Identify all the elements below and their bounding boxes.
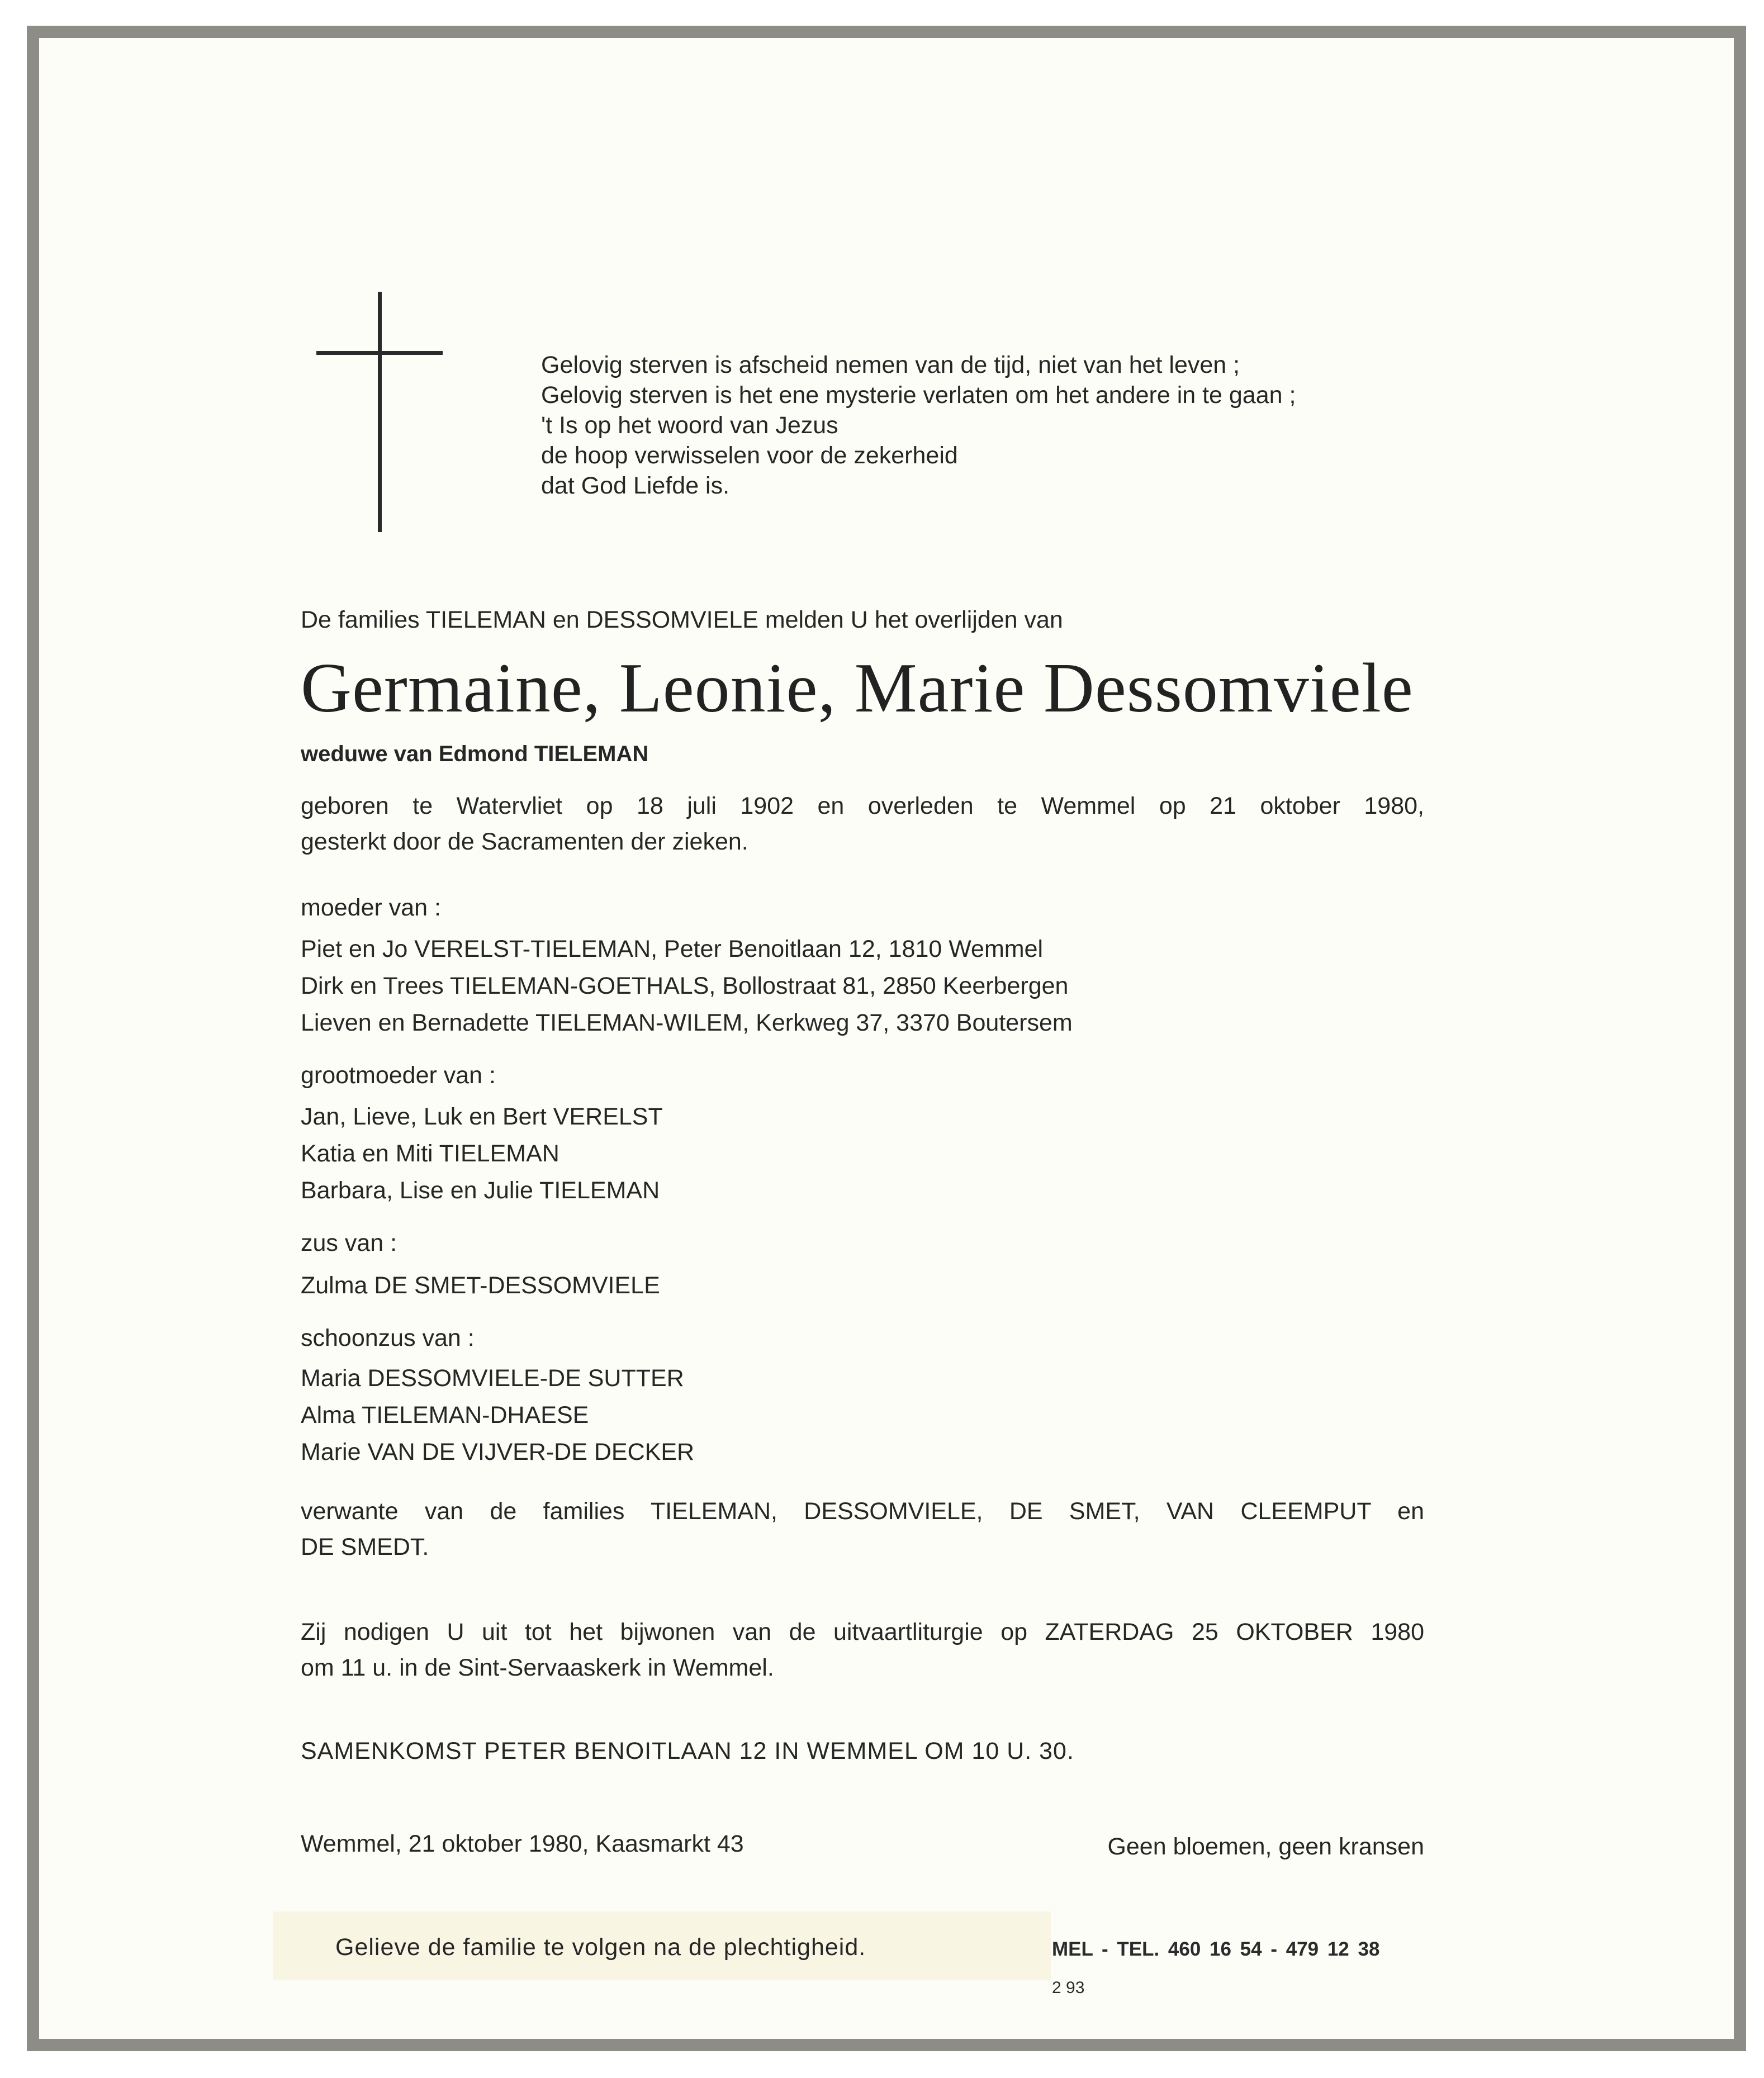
printer-line-2: 2 93 bbox=[1052, 1979, 1085, 1997]
poem-line: dat God Liefde is. bbox=[541, 472, 730, 499]
list-item: Alma TIELEMAN-DHAESE bbox=[301, 1402, 589, 1429]
birth-death-info bbox=[301, 788, 1424, 860]
funeral-invitation bbox=[301, 1614, 1424, 1686]
sister-of-list bbox=[301, 1267, 660, 1304]
sister-of-heading: zus van : bbox=[301, 1230, 397, 1256]
follow-note: Gelieve de familie te volgen na de plechtigheid. bbox=[335, 1934, 866, 1961]
list-item: Zulma DE SMET-DESSOMVIELE bbox=[301, 1272, 660, 1299]
deceased-name: Germaine, Leonie, Marie Dessomviele bbox=[301, 649, 1414, 727]
list-item: Piet en Jo VERELST-TIELEMAN, Peter Benoitlaan 12, 1810 Wemmel bbox=[301, 936, 1044, 962]
printer-line: MEL - TEL. 460 16 54 - 479 12 38 bbox=[1052, 1938, 1380, 1960]
poem-line: 't Is op het woord van Jezus bbox=[541, 412, 838, 439]
cross-icon-bar bbox=[316, 351, 443, 355]
list-item: Katia en Miti TIELEMAN bbox=[301, 1140, 559, 1167]
invitation-line: Zij nodigen U uit tot het bijwonen van de uitvaartliturgie op ZATERDAG 25 OKTOBER 1980 bbox=[301, 1619, 1424, 1645]
related-families bbox=[301, 1493, 1424, 1565]
birth-death-line: gesterkt door de Sacramenten der zieken. bbox=[301, 828, 748, 855]
invitation-line: om 11 u. in de Sint-Servaaskerk in Wemmel. bbox=[301, 1654, 774, 1681]
list-item: Maria DESSOMVIELE-DE SUTTER bbox=[301, 1365, 684, 1392]
list-item: Barbara, Lise en Julie TIELEMAN bbox=[301, 1177, 660, 1204]
list-item: Marie VAN DE VIJVER-DE DECKER bbox=[301, 1439, 695, 1465]
cross-icon bbox=[378, 292, 382, 532]
related-line: DE SMEDT. bbox=[301, 1534, 429, 1560]
list-item: Dirk en Trees TIELEMAN-GOETHALS, Bollostraat 81, 2850 Keerbergen bbox=[301, 972, 1069, 999]
grandmother-of-heading: grootmoeder van : bbox=[301, 1062, 496, 1089]
poem-line: Gelovig sterven is afscheid nemen van de tijd, niet van het leven ; bbox=[541, 352, 1240, 378]
announcement-intro: De families TIELEMAN en DESSOMVIELE melden U het overlijden van bbox=[301, 606, 1063, 633]
sister-in-law-of-heading: schoonzus van : bbox=[301, 1325, 475, 1351]
grandmother-of-list bbox=[301, 1098, 663, 1209]
widow-of: weduwe van Edmond TIELEMAN bbox=[301, 742, 649, 766]
no-flowers-note: Geen bloemen, geen kransen bbox=[1107, 1833, 1424, 1860]
mother-of-heading: moeder van : bbox=[301, 894, 441, 921]
list-item: Jan, Lieve, Luk en Bert VERELST bbox=[301, 1103, 663, 1130]
birth-death-line: geboren te Watervliet op 18 juli 1902 en overleden te Wemmel op 21 oktober 1980, bbox=[301, 793, 1424, 819]
poem-line: Gelovig sterven is het ene mysterie verlaten om het andere in te gaan ; bbox=[541, 382, 1296, 409]
list-item: Lieven en Bernadette TIELEMAN-WILEM, Kerkweg 37, 3370 Boutersem bbox=[301, 1009, 1073, 1036]
poem-line: de hoop verwisselen voor de zekerheid bbox=[541, 442, 958, 469]
related-line: verwante van de families TIELEMAN, DESSOMVIELE, DE SMET, VAN CLEEMPUT en bbox=[301, 1498, 1424, 1525]
sister-in-law-of-list bbox=[301, 1360, 694, 1470]
poem bbox=[541, 350, 1296, 501]
place-date: Wemmel, 21 oktober 1980, Kaasmarkt 43 bbox=[301, 1830, 744, 1857]
gathering-notice: SAMENKOMST PETER BENOITLAAN 12 IN WEMMEL OM 10 U. 30. bbox=[301, 1738, 1074, 1764]
mother-of-list bbox=[301, 931, 1073, 1041]
